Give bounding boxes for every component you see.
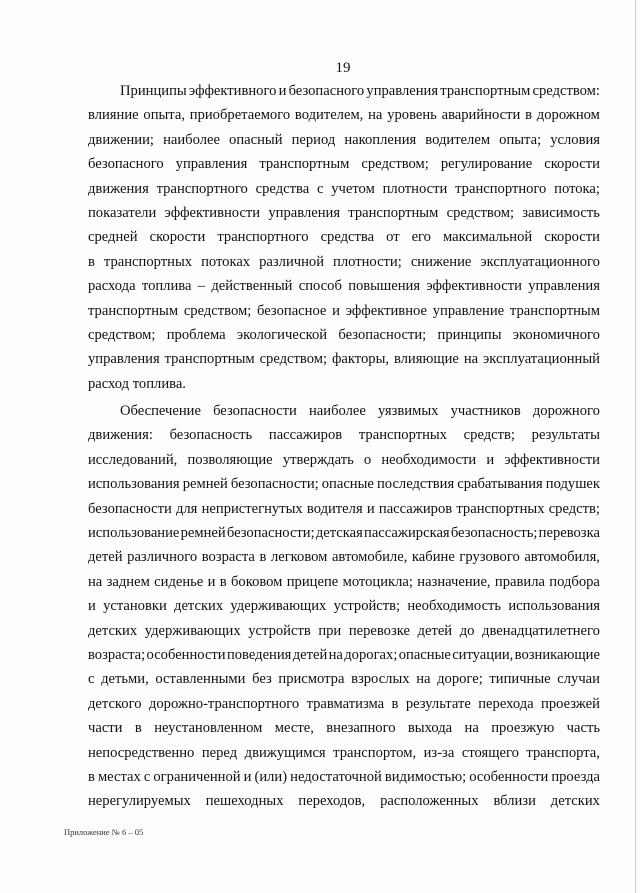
text-line: на заднем сиденье и в боковом прицепе мотоцикла; назначение, правила подбора [88,573,600,590]
text-line: части в неустановленном месте, внезапного выхода на проезжую часть [88,720,600,737]
page-edge [635,0,636,893]
page-footer: Приложение № 6 – 05 [64,827,144,837]
text-line: безопасного управления транспортным средством; регулирование скорости [88,156,600,173]
page-number: 19 [335,60,351,76]
text-line: влияние опыта, приобретаемого водителем, на уровень аварийности в дорожном [88,107,600,124]
text-line: управления транспортным средством; факторы, влияющие на эксплуатационный [88,351,600,368]
text-line: нерегулируемых пешеходных переходов, расположенных вблизи детских [88,793,600,810]
text-line: с детьми, оставленными без присмотра взрослых на дороге; типичные случаи [88,671,600,688]
text-line: средством; проблема экологической безопасности; принципы экономичного [88,327,600,343]
text-line: детей различного возраста в легковом автомобиле, кабине грузового автомобиля, [88,549,600,566]
text-line: использование ремней безопасности; детская пассажирская безопасность; перевозка [88,525,600,541]
text-line: транспортным средством; безопасное и эффективное управление транспортным [88,302,600,319]
text-line: и установки детских удерживающих устройств; необходимость использования [88,598,600,615]
text-line: детского дорожно-транспортного травматизма в результате перехода проезжей [88,695,600,712]
text-line: показатели эффективности управления транспортным средством; зависимость [88,205,600,221]
text-line: возраста; особенности поведения детей на дорогах; опасные ситуации, возникающие [88,647,600,663]
text-line: движении; наиболее опасный период накопления водителем опыта; условия [88,131,600,148]
text-line: непосредственно перед движущимся транспортом, из-за стоящего транспорта, [88,744,600,761]
text-line: безопасности для непристегнутых водителя и пассажиров транспортных средств; [88,500,600,517]
text-line: расхода топлива – действенный способ повышения эффективности управления [88,278,600,295]
text-line: средней скорости транспортного средства от его максимальной скорости [88,229,600,246]
text-line: в местах с ограниченной и (или) недостаточной видимостью; особенности проезда [88,769,600,785]
text-line: исследований, позволяющие утверждать о необходимости и эффективности [88,451,600,468]
text-line: движения транспортного средства с учетом плотности транспортного потока; [88,180,600,197]
text-line: движения: безопасность пассажиров транспортных средств; результаты [88,427,600,444]
text-line: Принципы эффективного и безопасного управления транспортным средством: [120,83,600,99]
text-line: детских удерживающих устройств при перевозке детей до двенадцатилетнего [88,622,600,639]
text-line: Обеспечение безопасности наиболее уязвимых участников дорожного [120,403,600,419]
text-line: использования ремней безопасности; опасные последствия срабатывания подушек [88,476,600,493]
text-line: в транспортных потоках различной плотности; снижение эксплуатационного [88,253,600,270]
text-line: расход топлива. [88,375,186,392]
